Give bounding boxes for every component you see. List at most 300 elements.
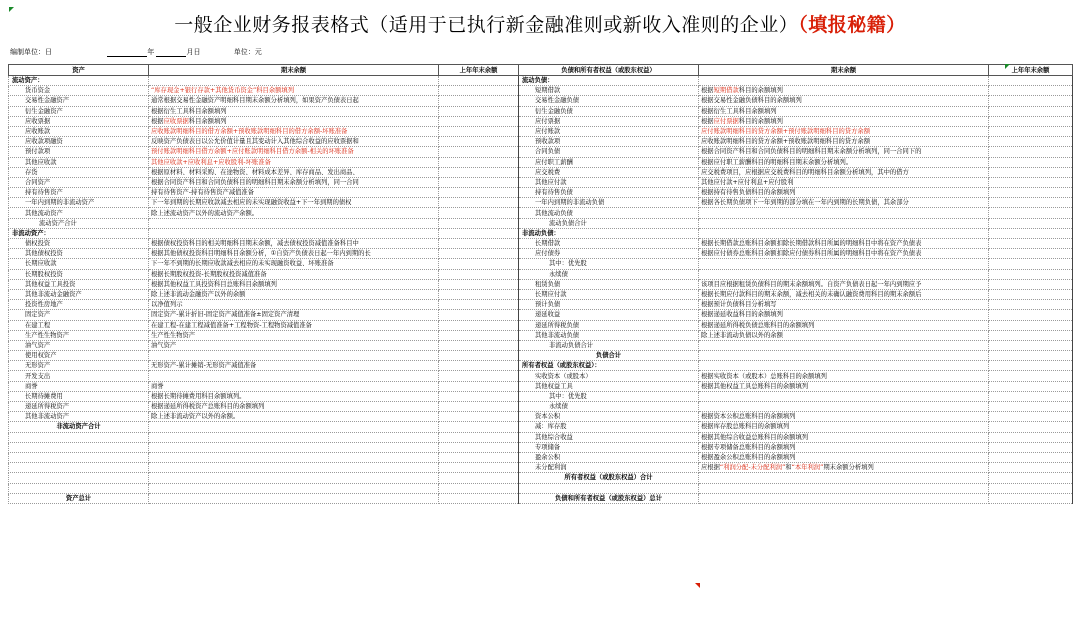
liability-end-balance-cell[interactable] (699, 228, 989, 238)
table-row (9, 228, 1073, 238)
asset-end-balance-cell[interactable]: 根据递延所得税资产总账科目的余额填列 (149, 402, 439, 412)
liability-item-label: 负债和所有者权益（或股东权益）总计 (519, 493, 699, 503)
asset-prev-balance-cell[interactable] (439, 310, 519, 320)
liability-prev-balance-cell[interactable] (989, 442, 1073, 452)
asset-end-balance-cell[interactable]: 根据债权投资科目的相关明细科目期末余额，减去债权投资减值准备科目中 (149, 239, 439, 249)
table-row (9, 106, 1073, 116)
title-highlight: （填报秘籍） (798, 14, 906, 36)
liability-prev-balance-cell[interactable] (989, 126, 1073, 136)
table-row (9, 279, 1073, 289)
asset-prev-balance-cell[interactable] (439, 340, 519, 350)
asset-item-label: 开发支出 (9, 371, 149, 381)
asset-end-balance-cell[interactable]: 油气资产 (149, 340, 439, 350)
liability-end-balance-cell[interactable] (699, 473, 989, 483)
asset-end-balance-cell[interactable] (149, 442, 439, 452)
liability-prev-balance-cell[interactable] (989, 218, 1073, 228)
liability-prev-balance-cell[interactable] (989, 320, 1073, 330)
liability-item-label: 应付债券 (519, 249, 699, 259)
table-row (9, 442, 1073, 452)
table-row (9, 371, 1073, 381)
liability-item-label: 其他流动负债 (519, 208, 699, 218)
asset-item-label: 流动资产合计 (9, 218, 149, 228)
liability-item-label: 专项储备 (519, 442, 699, 452)
asset-item-label: 存货 (9, 167, 149, 177)
table-row (9, 96, 1073, 106)
asset-end-balance-cell[interactable] (149, 76, 439, 86)
asset-end-balance-cell[interactable]: 在建工程-在建工程减值准备+工程物资-工程物资减值准备 (149, 320, 439, 330)
asset-item-label: 生产性生物资产 (9, 330, 149, 340)
asset-end-balance-cell[interactable]: 根据长期股权投资-长期股权投资减值准备 (149, 269, 439, 279)
liability-end-balance-cell[interactable]: 应交税费项目，应根据应交税费科目的明细科目余额分析填列，其中的借方 (699, 167, 989, 177)
asset-end-balance-cell[interactable]: 商誉 (149, 381, 439, 391)
asset-end-balance-cell[interactable] (149, 463, 439, 473)
asset-prev-balance-cell[interactable] (439, 249, 519, 259)
asset-end-balance-cell[interactable] (149, 452, 439, 462)
liability-prev-balance-cell[interactable] (989, 493, 1073, 503)
liability-prev-balance-cell[interactable] (989, 473, 1073, 483)
liability-prev-balance-cell[interactable] (989, 391, 1073, 401)
liability-end-balance-cell[interactable]: 根据资本公积总账科目的余额填列 (699, 412, 989, 422)
asset-prev-balance-cell[interactable] (439, 208, 519, 218)
liability-end-balance-cell[interactable] (699, 340, 989, 350)
liability-end-balance-cell[interactable]: 根据其他权益工具总账科目的余额填列 (699, 381, 989, 391)
asset-prev-balance-cell[interactable] (439, 361, 519, 371)
table-header-row (9, 65, 1073, 76)
asset-end-balance-cell[interactable]: 根据衍生工具科目余额填列 (149, 106, 439, 116)
asset-prev-balance-cell[interactable] (439, 402, 519, 412)
table-row (9, 76, 1073, 86)
asset-end-balance-cell[interactable]: 应收账款明细科目的借方余额+预收账款明细科目的借方余额-坏账准备 (149, 126, 439, 136)
liability-prev-balance-cell[interactable] (989, 402, 1073, 412)
liability-item-label: 资本公积 (519, 412, 699, 422)
asset-item-label: 使用权资产 (9, 351, 149, 361)
asset-end-balance-cell[interactable]: 除上述非流动资产以外的余额。 (149, 412, 439, 422)
liability-item-label: 应付职工薪酬 (519, 157, 699, 167)
table-row (9, 432, 1073, 442)
asset-end-balance-cell[interactable] (149, 371, 439, 381)
month-blank[interactable] (156, 48, 186, 57)
liability-end-balance-cell[interactable]: 根据其他综合收益总账科目的余额填列 (699, 432, 989, 442)
liability-item-label: 衍生金融负债 (519, 106, 699, 116)
liability-item-label: 盈余公积 (519, 452, 699, 462)
year-blank[interactable] (107, 48, 147, 57)
asset-item-label: 投资性房地产 (9, 300, 149, 310)
asset-prev-balance-cell[interactable] (439, 432, 519, 442)
asset-end-balance-cell[interactable]: 固定资产-累计折旧-固定资产减值准备±固定资产清理 (149, 310, 439, 320)
table-row (9, 86, 1073, 96)
asset-prev-balance-cell[interactable] (439, 493, 519, 503)
asset-item-label: 应收账款 (9, 126, 149, 136)
table-row (9, 289, 1073, 299)
asset-end-balance-cell[interactable]: 预付账款明细科目借方余额+应付账款明细科目借方余额-相关的坏账准备 (149, 147, 439, 157)
table-row (9, 137, 1073, 147)
liability-end-balance-cell[interactable]: 除上述非流动负债以外的余额 (699, 330, 989, 340)
asset-end-balance-cell[interactable] (149, 422, 439, 432)
asset-end-balance-cell[interactable]: 根据其他权益工具投资科目总账科目余额填列 (149, 279, 439, 289)
liability-prev-balance-cell[interactable] (989, 76, 1073, 86)
liability-prev-balance-cell[interactable] (989, 300, 1073, 310)
liability-item-label: 应交税费 (519, 167, 699, 177)
asset-end-balance-cell[interactable]: 以净值列示 (149, 300, 439, 310)
liability-item-label: 长期借款 (519, 239, 699, 249)
table-row (9, 452, 1073, 462)
asset-end-balance-cell[interactable]: 其他应收款+应收利息+应收股利-坏账准备 (149, 157, 439, 167)
asset-end-balance-cell[interactable] (149, 473, 439, 483)
asset-item-label: 无形资产 (9, 361, 149, 371)
liability-item-label: 持有待售负债 (519, 188, 699, 198)
asset-prev-balance-cell[interactable] (439, 259, 519, 269)
liability-end-balance-cell[interactable]: 根据应付票据科目的余额填列 (699, 116, 989, 126)
table-row (9, 310, 1073, 320)
liability-prev-balance-cell[interactable] (989, 167, 1073, 177)
liability-item-label: 长期应付款 (519, 289, 699, 299)
liability-prev-balance-cell[interactable] (989, 351, 1073, 361)
asset-item-label (9, 442, 149, 452)
highlighted-term: “本年利润” (791, 464, 824, 472)
asset-end-balance-cell[interactable] (149, 218, 439, 228)
asset-prev-balance-cell[interactable] (439, 463, 519, 473)
asset-end-balance-cell[interactable]: 除上述流动资产以外的流动资产余额。 (149, 208, 439, 218)
liability-end-balance-cell[interactable] (699, 76, 989, 86)
liability-item-label: 其他综合收益 (519, 432, 699, 442)
liability-prev-balance-cell[interactable] (989, 177, 1073, 187)
asset-prev-balance-cell[interactable] (439, 381, 519, 391)
liability-prev-balance-cell[interactable] (989, 198, 1073, 208)
asset-prev-balance-cell[interactable] (439, 239, 519, 249)
asset-item-label: 固定资产 (9, 310, 149, 320)
liability-end-balance-cell[interactable]: 根据应付职工薪酬科目的明细科目期末余额分析填列。 (699, 157, 989, 167)
asset-item-label: 货币资金 (9, 86, 149, 96)
asset-prev-balance-cell[interactable] (439, 218, 519, 228)
table-row (9, 269, 1073, 279)
asset-item-label: 非流动资产合计 (9, 422, 149, 432)
header-asset: 资产 (9, 65, 149, 76)
table-row (9, 259, 1073, 269)
liability-end-balance-cell[interactable]: 根据应付债券总账科目余额扣除应付债券科目所属的明细科目中将在资产负债表 (699, 249, 989, 259)
liability-item-label: 非流动负债合计 (519, 340, 699, 350)
asset-item-label (9, 463, 149, 473)
asset-prev-balance-cell[interactable] (439, 198, 519, 208)
table-row (9, 361, 1073, 371)
table-row (9, 147, 1073, 157)
asset-prev-balance-cell[interactable] (439, 473, 519, 483)
liability-end-balance-cell[interactable]: 根据递延所得税负债总账科目的余额填列 (699, 320, 989, 330)
asset-prev-balance-cell[interactable] (439, 279, 519, 289)
asset-item-label: 其他非流动资产 (9, 412, 149, 422)
liability-prev-balance-cell[interactable] (989, 371, 1073, 381)
liability-end-balance-cell[interactable] (699, 391, 989, 401)
table-row (9, 412, 1073, 422)
year-label: 年 (147, 48, 155, 56)
asset-end-balance-cell[interactable] (149, 351, 439, 361)
asset-item-label: 持有待售资产 (9, 188, 149, 198)
liability-item-label: 其他权益工具 (519, 381, 699, 391)
liability-item-label: 预计负债 (519, 300, 699, 310)
asset-item-label: 其他应收款 (9, 157, 149, 167)
liability-end-balance-cell[interactable]: 根据交易性金融负债科目的余额填列 (699, 96, 989, 106)
table-row (9, 239, 1073, 249)
asset-end-balance-cell[interactable] (149, 493, 439, 503)
table-row (9, 483, 1073, 493)
table-row (9, 340, 1073, 350)
liability-prev-balance-cell[interactable] (989, 483, 1073, 493)
asset-prev-balance-cell[interactable] (439, 86, 519, 96)
liability-prev-balance-cell[interactable] (989, 259, 1073, 269)
asset-prev-balance-cell[interactable] (439, 269, 519, 279)
liability-item-label: 交易性金融负债 (519, 96, 699, 106)
asset-end-balance-cell[interactable]: 根据应收票据科目余额填列 (149, 116, 439, 126)
asset-item-label: 流动资产： (9, 76, 149, 86)
balance-sheet-table (8, 64, 1073, 504)
asset-item-label (9, 452, 149, 462)
liability-end-balance-cell[interactable]: 根据实收资本（或股本）总账科目的余额填列 (699, 371, 989, 381)
table-row (9, 473, 1073, 483)
liability-prev-balance-cell[interactable] (989, 279, 1073, 289)
table-row (9, 351, 1073, 361)
liability-prev-balance-cell[interactable] (989, 147, 1073, 157)
asset-item-label: 其他非流动金融资产 (9, 289, 149, 299)
table-row (9, 463, 1073, 473)
liability-end-balance-cell[interactable]: 根据长期借款总账科目余额扣除长期借款科目所属的明细科目中将在资产负债表 (699, 239, 989, 249)
asset-end-balance-cell[interactable]: “库存现金+银行存款+其他货币资金”科目余额填列 (149, 86, 439, 96)
header-prev-balance-2: 上年年末余额 (989, 65, 1073, 76)
asset-item-label: 长期应收款 (9, 259, 149, 269)
liability-end-balance-cell[interactable] (699, 483, 989, 493)
table-row (9, 167, 1073, 177)
page-title (0, 10, 1080, 37)
asset-prev-balance-cell[interactable] (439, 167, 519, 177)
asset-item-label (9, 483, 149, 493)
liability-end-balance-cell[interactable]: 应付账款明细科目的贷方余额+预付账款明细科目的贷方余额 (699, 126, 989, 136)
liability-prev-balance-cell[interactable] (989, 381, 1073, 391)
liability-prev-balance-cell[interactable] (989, 310, 1073, 320)
liability-prev-balance-cell[interactable] (989, 188, 1073, 198)
liability-end-balance-cell[interactable] (699, 493, 989, 503)
liability-prev-balance-cell[interactable] (989, 432, 1073, 442)
asset-prev-balance-cell[interactable] (439, 188, 519, 198)
highlighted-term: “利润分配-未分配利润” (719, 464, 786, 472)
liability-end-balance-cell[interactable]: 根据短期借款科目的余额填列 (699, 86, 989, 96)
table-row (9, 249, 1073, 259)
liability-prev-balance-cell[interactable] (989, 137, 1073, 147)
liability-end-balance-cell[interactable]: 根据库存股总账科目的余额填列 (699, 422, 989, 432)
liability-prev-balance-cell[interactable] (989, 269, 1073, 279)
asset-prev-balance-cell[interactable] (439, 177, 519, 187)
asset-item-label: 衍生金融资产 (9, 106, 149, 116)
liability-prev-balance-cell[interactable] (989, 157, 1073, 167)
liability-item-label: 未分配利润 (519, 463, 699, 473)
liability-item-label: 流动负债： (519, 76, 699, 86)
asset-end-balance-cell[interactable]: 通常根据交易性金融资产明细科目期末余额分析填列，如果资产负债表日起 (149, 96, 439, 106)
liability-item-label: 递延收益 (519, 310, 699, 320)
liability-end-balance-cell[interactable] (699, 351, 989, 361)
header-prev-balance: 上年年末余额 (439, 65, 519, 76)
cell-comment-marker-icon (9, 7, 14, 12)
asset-prev-balance-cell[interactable] (439, 422, 519, 432)
liability-end-balance-cell[interactable]: 根据专项储备总账科目的余额填列 (699, 442, 989, 452)
asset-end-balance-cell[interactable]: 根据其他债权投资科目明细科目余额分析，①自资产负债表日起一年内到期的长 (149, 249, 439, 259)
table-row (9, 391, 1073, 401)
asset-end-balance-cell[interactable]: 持有待售资产-持有待售资产减值准备 (149, 188, 439, 198)
liability-prev-balance-cell[interactable] (989, 289, 1073, 299)
asset-item-label: 其他债权投资 (9, 249, 149, 259)
table-row (9, 422, 1073, 432)
asset-item-label: 应收票据 (9, 116, 149, 126)
asset-prev-balance-cell[interactable] (439, 96, 519, 106)
liability-prev-balance-cell[interactable] (989, 208, 1073, 218)
table-row (9, 320, 1073, 330)
liability-item-label: 合同负债 (519, 147, 699, 157)
asset-prev-balance-cell[interactable] (439, 300, 519, 310)
asset-item-label: 油气资产 (9, 340, 149, 350)
liability-item-label: 永续债 (519, 269, 699, 279)
liability-item-label: 其中：优先股 (519, 391, 699, 401)
liability-end-balance-cell[interactable] (699, 269, 989, 279)
liability-prev-balance-cell[interactable] (989, 463, 1073, 473)
liability-prev-balance-cell[interactable] (989, 116, 1073, 126)
asset-end-balance-cell[interactable]: 生产性生物资产 (149, 330, 439, 340)
liability-end-balance-cell[interactable]: 根据盈余公积总账科目的余额填列 (699, 452, 989, 462)
asset-prev-balance-cell[interactable] (439, 147, 519, 157)
table-row (9, 218, 1073, 228)
asset-end-balance-cell[interactable]: 下一年到期的长期应收款减去相应的未实现融资收益+下一年到期的债权 (149, 198, 439, 208)
liability-item-label: 预收款项 (519, 137, 699, 147)
asset-prev-balance-cell[interactable] (439, 137, 519, 147)
asset-end-balance-cell[interactable] (149, 432, 439, 442)
asset-end-balance-cell[interactable]: 反映资产负债表日以公允价值计量且其变动计入其他综合收益的应收票据和 (149, 137, 439, 147)
asset-prev-balance-cell[interactable] (439, 228, 519, 238)
asset-item-label: 预付款项 (9, 147, 149, 157)
liability-end-balance-cell[interactable] (699, 361, 989, 371)
asset-end-balance-cell[interactable] (149, 228, 439, 238)
asset-item-label: 商誉 (9, 381, 149, 391)
currency-label: 单位：元 (233, 48, 262, 56)
highlighted-term: 短期借款 (713, 87, 739, 95)
asset-end-balance-cell[interactable]: 根据原材料、材料采购、在途物资、材料成本差异、库存商品、发出商品、 (149, 167, 439, 177)
asset-prev-balance-cell[interactable] (439, 106, 519, 116)
liability-prev-balance-cell[interactable] (989, 422, 1073, 432)
liability-end-balance-cell[interactable]: 根据合同资产科目和合同负债科目的明细科目期末余额分析填列，同一合同下的 (699, 147, 989, 157)
liability-prev-balance-cell[interactable] (989, 361, 1073, 371)
asset-item-label: 在建工程 (9, 320, 149, 330)
liability-item-label: 流动负债合计 (519, 218, 699, 228)
liability-prev-balance-cell[interactable] (989, 106, 1073, 116)
asset-prev-balance-cell[interactable] (439, 116, 519, 126)
liability-prev-balance-cell[interactable] (989, 452, 1073, 462)
liability-end-balance-cell[interactable]: 应根据“利润分配-未分配利润”和“本年利润”期末余额分析填列 (699, 463, 989, 473)
unit-label: 编制单位：日 (10, 48, 52, 56)
table-row (9, 402, 1073, 412)
asset-item-label: 非流动资产： (9, 228, 149, 238)
asset-prev-balance-cell[interactable] (439, 157, 519, 167)
table-row (9, 177, 1073, 187)
header-liab: 负债和所有者权益（或股东权益） (519, 65, 699, 76)
liability-end-balance-cell[interactable]: 根据长期应付款科目的期末余额，减去相关的未确认融资费用科目的期末余额后 (699, 289, 989, 299)
asset-prev-balance-cell[interactable] (439, 391, 519, 401)
asset-end-balance-cell[interactable]: 根据长期待摊费用科目余额填列。 (149, 391, 439, 401)
asset-prev-balance-cell[interactable] (439, 320, 519, 330)
liability-prev-balance-cell[interactable] (989, 228, 1073, 238)
asset-prev-balance-cell[interactable] (439, 483, 519, 493)
liability-end-balance-cell[interactable]: 根据衍生工具科目余额填列 (699, 106, 989, 116)
asset-end-balance-cell[interactable]: 除上述非流动金融资产以外的余额 (149, 289, 439, 299)
asset-prev-balance-cell[interactable] (439, 289, 519, 299)
asset-prev-balance-cell[interactable] (439, 412, 519, 422)
header-end-balance-2: 期末余额 (699, 65, 989, 76)
header-end-balance: 期末余额 (149, 65, 439, 76)
asset-item-label: 其他流动资产 (9, 208, 149, 218)
liability-prev-balance-cell[interactable] (989, 239, 1073, 249)
liability-prev-balance-cell[interactable] (989, 96, 1073, 106)
liability-end-balance-cell[interactable] (699, 402, 989, 412)
asset-item-label: 交易性金融资产 (9, 96, 149, 106)
asset-prev-balance-cell[interactable] (439, 452, 519, 462)
liability-end-balance-cell[interactable]: 其他应付款+应付利息+应付股利 (699, 177, 989, 187)
liability-prev-balance-cell[interactable] (989, 340, 1073, 350)
liability-end-balance-cell[interactable]: 根据持有待售负债科目的余额填列 (699, 188, 989, 198)
table-row (9, 300, 1073, 310)
asset-end-balance-cell[interactable] (149, 483, 439, 493)
liability-end-balance-cell[interactable]: 该项目应根据租赁负债科目的期末余额填列。自资产负债表日起一年内到期应予 (699, 279, 989, 289)
asset-prev-balance-cell[interactable] (439, 126, 519, 136)
asset-end-balance-cell[interactable]: 根据合同资产科目和合同负债科目的明细科目期末余额分析填列，同一合同 (149, 177, 439, 187)
highlighted-term: 应付票据 (713, 117, 739, 125)
liability-item-label: 其中：优先股 (519, 259, 699, 269)
liability-item-label: 应付账款 (519, 126, 699, 136)
liability-end-balance-cell[interactable] (699, 218, 989, 228)
asset-item-label: 递延所得税资产 (9, 402, 149, 412)
report-meta (10, 47, 262, 57)
table-row (9, 381, 1073, 391)
table-row (9, 126, 1073, 136)
liability-end-balance-cell[interactable]: 根据各长期负债项下一年到期的部分填在一年内到期的长期负债，其余部分 (699, 198, 989, 208)
asset-item-label (9, 473, 149, 483)
liability-item-label: 一年内到期的非流动负债 (519, 198, 699, 208)
liability-item-label: 递延所得税负债 (519, 320, 699, 330)
asset-item-label: 资产总计 (9, 493, 149, 503)
liability-end-balance-cell[interactable]: 根据递延收益科目的余额填列 (699, 310, 989, 320)
liability-end-balance-cell[interactable]: 应收账款明细科目的贷方余额+预收账款明细科目的贷方余额 (699, 137, 989, 147)
asset-end-balance-cell[interactable]: 下一年不到期的长期应收款减去相应的未实现融资收益、坏账准备 (149, 259, 439, 269)
liability-prev-balance-cell[interactable] (989, 412, 1073, 422)
liability-end-balance-cell[interactable] (699, 259, 989, 269)
liability-item-label (519, 483, 699, 493)
liability-end-balance-cell[interactable]: 根据预计负债科目分析填写 (699, 300, 989, 310)
table-row (9, 330, 1073, 340)
cell-comment-marker-icon (695, 583, 700, 588)
liability-item-label: 永续债 (519, 402, 699, 412)
table-row (9, 116, 1073, 126)
asset-prev-balance-cell[interactable] (439, 351, 519, 361)
asset-prev-balance-cell[interactable] (439, 330, 519, 340)
liability-item-label: 应付票据 (519, 116, 699, 126)
cell-comment-marker-icon (1005, 64, 1010, 69)
liability-prev-balance-cell[interactable] (989, 249, 1073, 259)
liability-end-balance-cell[interactable] (699, 208, 989, 218)
asset-item-label: 一年内到期的非流动资产 (9, 198, 149, 208)
asset-prev-balance-cell[interactable] (439, 442, 519, 452)
liability-prev-balance-cell[interactable] (989, 330, 1073, 340)
liability-prev-balance-cell[interactable] (989, 86, 1073, 96)
asset-prev-balance-cell[interactable] (439, 76, 519, 86)
asset-item-label: 其他权益工具投资 (9, 279, 149, 289)
asset-prev-balance-cell[interactable] (439, 371, 519, 381)
liability-item-label: 所有者权益（或股东权益）合计 (519, 473, 699, 483)
table-row (9, 208, 1073, 218)
liability-item-label: 非流动负债： (519, 228, 699, 238)
asset-end-balance-cell[interactable]: 无形资产-累计摊销-无形资产减值准备 (149, 361, 439, 371)
asset-item-label: 长期股权投资 (9, 269, 149, 279)
